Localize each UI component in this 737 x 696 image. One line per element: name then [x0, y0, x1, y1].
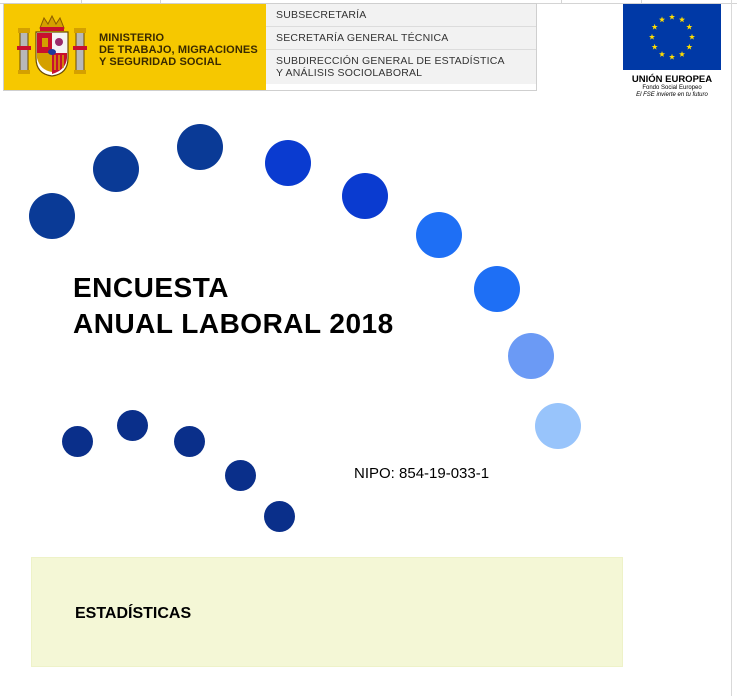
- unit-secretaria-general: SECRETARÍA GENERAL TÉCNICA: [266, 27, 536, 50]
- ministry-banner: [3, 3, 537, 91]
- decor-circle-small: [62, 426, 93, 457]
- eu-title: UNIÓN EUROPEA: [631, 74, 713, 85]
- nipo-code: NIPO: 854-19-033-1: [354, 465, 490, 482]
- decor-circle-small: [225, 460, 256, 491]
- title-line-1: ENCUESTA: [73, 272, 229, 303]
- eu-subtitle: Fondo Social Europeo: [642, 85, 702, 91]
- decor-circle: [508, 333, 554, 379]
- decor-circle: [342, 173, 388, 219]
- decor-circle-small: [117, 410, 148, 441]
- title-line-2: ANUAL LABORAL 2018: [73, 308, 394, 339]
- ministry-units: [266, 4, 536, 90]
- decor-circle-small: [174, 426, 205, 457]
- category-label: ESTADÍSTICAS: [75, 605, 192, 622]
- decor-circle: [265, 140, 311, 186]
- eu-logo: [623, 4, 721, 99]
- ministry-name: MINISTERIO DE TRABAJO, MIGRACIONES Y SEGURIDAD SOCIAL: [99, 32, 258, 68]
- decor-circle: [474, 266, 520, 312]
- decor-circle: [29, 193, 75, 239]
- ministry-logo-block: [4, 4, 266, 90]
- sheet-gridline: [731, 0, 732, 696]
- sheet-gridline: [561, 0, 562, 3]
- decor-circle: [416, 212, 462, 258]
- unit-subdireccion: SUBDIRECCIÓN GENERAL DE ESTADÍSTICA Y ANÁLISIS SOCIOLABORAL: [266, 50, 536, 84]
- decor-circle: [535, 403, 581, 449]
- coat-of-arms-icon: [16, 14, 88, 80]
- decor-circle: [93, 146, 139, 192]
- unit-subsecretaria: SUBSECRETARÍA: [266, 4, 536, 27]
- document-title: [73, 270, 394, 342]
- category-panel: [31, 557, 623, 667]
- sheet-gridline: [641, 0, 642, 3]
- eu-tagline: El FSE invierte en tu futuro: [636, 92, 708, 98]
- decor-circle-small: [264, 501, 295, 532]
- decor-circle: [177, 124, 223, 170]
- eu-flag-icon: [623, 4, 721, 70]
